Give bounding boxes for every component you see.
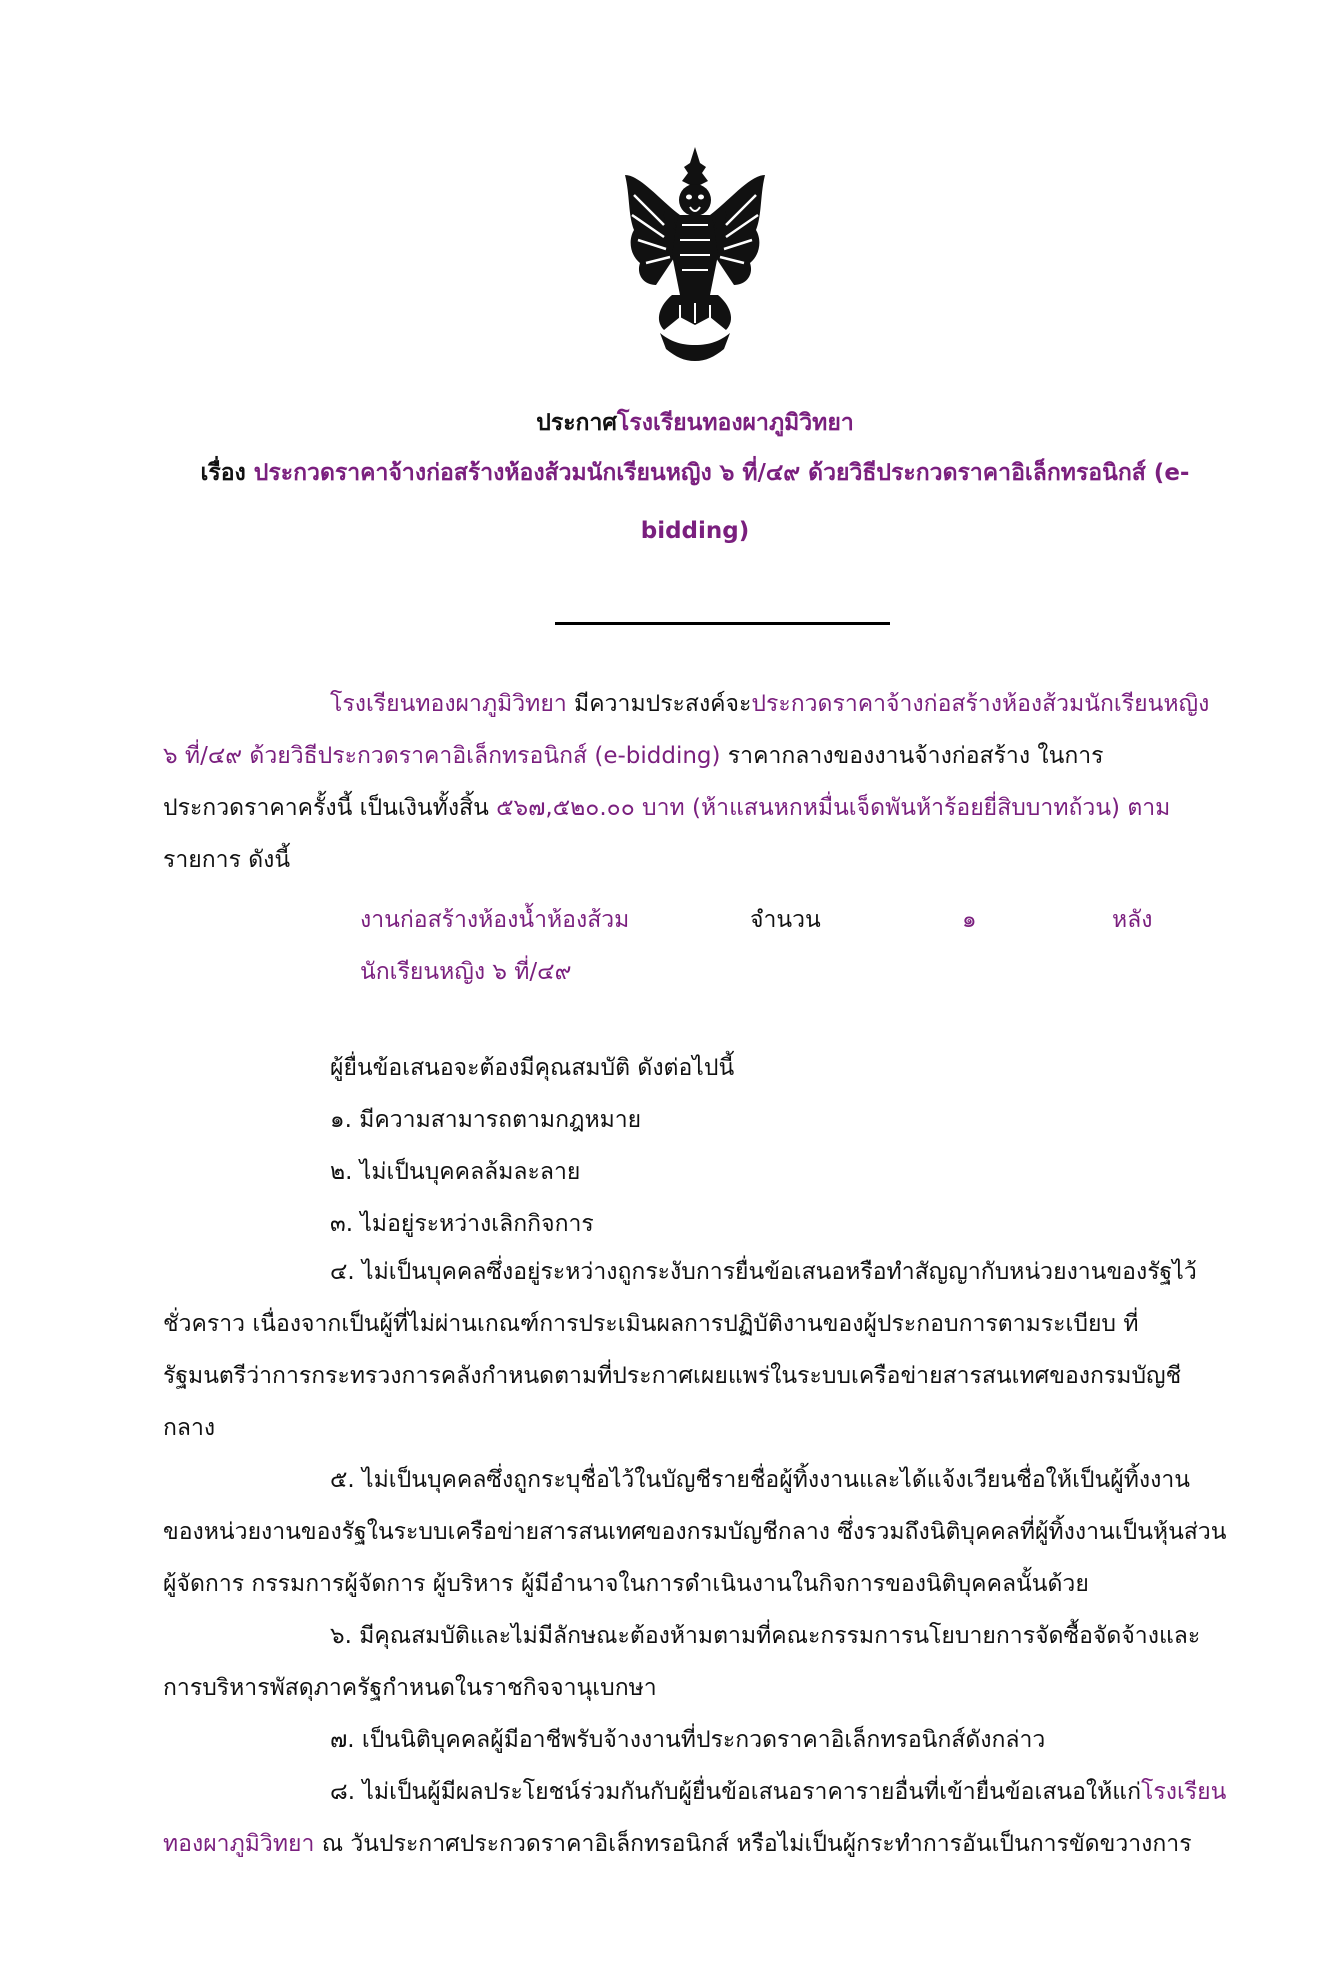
qualifications-heading: ผู้ยื่นข้อเสนอจะต้องมีคุณสมบัติ ดังต่อไปนี้ [330, 1055, 735, 1081]
announcement-title [160, 410, 1230, 438]
qualification-2: ๒. ไม่เป็นบุคคลล้มละลาย [330, 1159, 581, 1185]
intro-text: มีความประสงค์จะ [566, 691, 752, 717]
subject-line [160, 460, 1230, 488]
qualification-8-line-2 [163, 1830, 1283, 1859]
qualification-4-line-1: ๔. ไม่เป็นบุคคลซึ่งอยู่ระหว่างถูกระงับการยื่นข้อเสนอหรือทำสัญญากับหน่วยงานของรัฐไว้ [330, 1259, 1197, 1285]
intro-line-2 [163, 742, 1283, 771]
intro-text: ประกวดราคาครั้งนี้ เป็นเงินทั้งสิ้น [163, 795, 497, 821]
qualification-8-line-1 [330, 1778, 1339, 1807]
qualification-5-line-1: ๕. ไม่เป็นบุคคลซึ่งถูกระบุชื่อไว้ในบัญชีรายชื่อผู้ทิ้งงานและได้แจ้งเวียนชื่อให้เป็นผู้ทิ้งงาน [330, 1467, 1190, 1493]
subject-text: ประกวดราคาจ้างก่อสร้างห้องส้วมนักเรียนหญิง ๖ ที่/๔๙ ด้วยวิธีประกวดราคาอิเล็กทรอนิกส์ (e- [253, 460, 1190, 486]
price-amount: ๕๖๗,๕๒๐.๐๐ [496, 795, 635, 821]
subject-line-continued: bidding) [640, 518, 750, 544]
school-name: โรงเรียนทองผาภูมิวิทยา [617, 410, 854, 436]
title-divider [555, 622, 890, 625]
item-qty-label: จำนวน [750, 907, 821, 933]
intro-project: ประกวดราคาจ้างก่อสร้างห้องส้วมนักเรียนหญิง [751, 691, 1210, 717]
qualification-4-line-2: ชั่วคราว เนื่องจากเป็นผู้ที่ไม่ผ่านเกณฑ์การประเมินผลการปฏิบัติงานของผู้ประกอบการตามระเบียบ ที่ [163, 1311, 1139, 1337]
price-words: ห้าแสนหกหมื่นเจ็ดพันห้าร้อยยี่สิบบาทถ้วน [701, 795, 1112, 821]
intro-text: ราคากลางของงานจ้างก่อสร้าง ในการ [720, 743, 1104, 769]
qualification-4-line-3: รัฐมนตรีว่าการกระทรวงการคลังกำหนดตามที่ประกาศเผยแพร่ในระบบเครือข่ายสารสนเทศของกรมบัญชี [163, 1363, 1182, 1389]
announce-prefix: ประกาศ [536, 410, 617, 436]
intro-line-3 [163, 794, 1283, 823]
qualification-8-text-cont: ณ วันประกาศประกวดราคาอิเล็กทรอนิกส์ หรือไม่เป็นผู้กระทำการอันเป็นการขัดขวางการ [314, 1831, 1192, 1857]
qualification-5-line-3: ผู้จัดการ กรรมการผู้จัดการ ผู้บริหาร ผู้มีอำนาจในการดำเนินงานในกิจการของนิติบุคคลนั้นด้วย [163, 1571, 1089, 1597]
item-unit: หลัง [1112, 907, 1153, 933]
intro-project-cont: ๖ ที่/๔๙ ด้วยวิธีประกวดราคาอิเล็กทรอนิกส์ (e-bidding) [163, 743, 721, 769]
qualification-8-school: โรงเรียน [1141, 1779, 1227, 1805]
price-end: ) ตาม [1111, 795, 1171, 821]
qualification-3: ๓. ไม่อยู่ระหว่างเลิกกิจการ [330, 1211, 594, 1237]
intro-school: โรงเรียนทองผาภูมิวิทยา [330, 691, 567, 717]
qualification-1: ๑. มีความสามารถตามกฎหมาย [330, 1107, 642, 1133]
item-qty-value: ๑ [962, 907, 977, 933]
qualification-4-line-4: กลาง [163, 1415, 216, 1441]
item-name-cont: นักเรียนหญิง ๖ ที่/๔๙ [360, 959, 572, 985]
qualification-5-line-2: ของหน่วยงานของรัฐในระบบเครือข่ายสารสนเทศของกรมบัญชีกลาง ซึ่งรวมถึงนิติบุคคลที่ผู้ทิ้งงานเป็นหุ้นส่วน [163, 1519, 1227, 1545]
intro-line-1 [330, 690, 1339, 719]
intro-line-4: รายการ ดังนี้ [163, 847, 291, 873]
qualification-7: ๗. เป็นนิติบุคคลผู้มีอาชีพรับจ้างงานที่ประกวดราคาอิเล็กทรอนิกส์ดังกล่าว [330, 1727, 1046, 1753]
item-name: งานก่อสร้างห้องน้ำห้องส้วม [360, 907, 630, 933]
qualification-8-text: ๘. ไม่เป็นผู้มีผลประโยชน์ร่วมกันกับผู้ยื่นข้อเสนอราคารายอื่นที่เข้ายื่นข้อเสนอให้แก่ [330, 1779, 1142, 1805]
qualification-6-line-2: การบริหารพัสดุภาครัฐกำหนดในราชกิจจานุเบกษา [163, 1675, 657, 1701]
qualification-8-school-cont: ทองผาภูมิวิทยา [163, 1831, 315, 1857]
subject-label: เรื่อง [200, 460, 246, 486]
price-baht: บาท ( [634, 795, 702, 821]
garuda-emblem-icon [620, 145, 770, 370]
qualification-6-line-1: ๖. มีคุณสมบัติและไม่มีลักษณะต้องห้ามตามที่คณะกรรมการนโยบายการจัดซื้อจัดจ้างและ [330, 1623, 1201, 1649]
